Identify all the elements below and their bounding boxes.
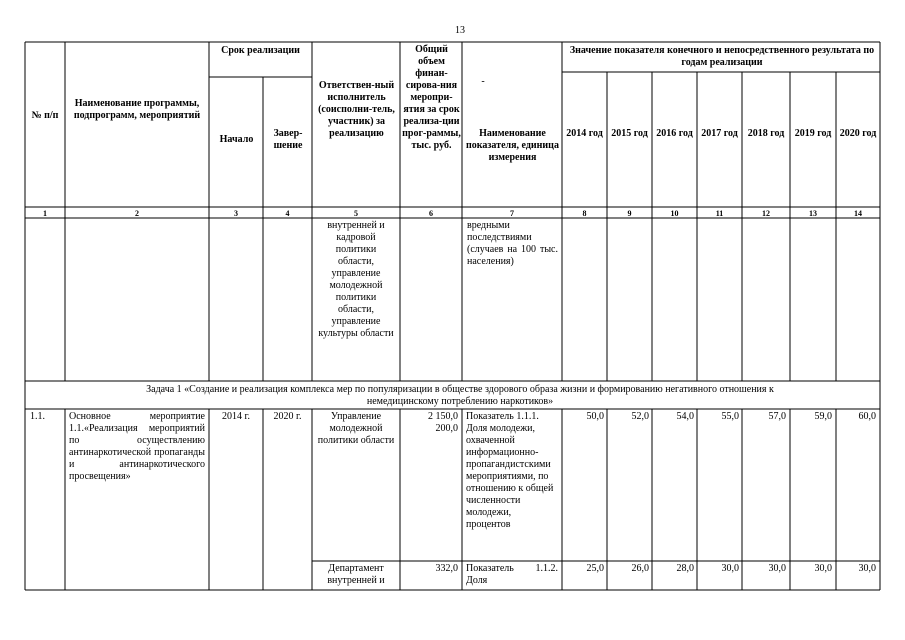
header-start: Начало: [219, 134, 254, 145]
header-values: Значение показателя конечного и непосредственного результата по годам реализации: [569, 45, 875, 68]
row-start: 2014 г.: [222, 411, 250, 422]
row-value-2018: 57,0: [768, 411, 786, 422]
row-volume: 2 150,0: [428, 411, 458, 422]
header-responsible: Ответствен-ный исполнитель (соисполни-тель, участник) за реализацию: [318, 80, 395, 139]
header-end: Завер-шение: [273, 128, 303, 151]
row-b-value-2016: 28,0: [676, 563, 694, 574]
col-number: 12: [762, 209, 770, 218]
row-b-responsible: Департамент внутренней и: [327, 563, 385, 586]
row-b-indicator: Показатель 1.1.2. Доля: [466, 563, 558, 586]
row-value-2015: 52,0: [631, 411, 649, 422]
col-number: 14: [854, 209, 862, 218]
col-number: 10: [670, 209, 679, 218]
col-number: 7: [510, 209, 514, 218]
row-b-value-2019: 30,0: [814, 563, 832, 574]
header-num: № п/п: [31, 110, 59, 121]
header-year-2017: 2017 год: [701, 128, 738, 139]
col-number: 5: [354, 209, 358, 218]
row-value-2014: 50,0: [586, 411, 604, 422]
continuation-responsible: внутренней и кадровой политики области, управление молодежной политики области, управление культуры области: [318, 220, 394, 339]
col-number: 8: [582, 209, 587, 218]
header-year-2018: 2018 год: [747, 128, 785, 139]
row-b-value-2014: 25,0: [586, 563, 604, 574]
col-number: 2: [135, 209, 139, 218]
task-heading: Задача 1 «Создание и реализация комплекса мер по популяризации в обществе здорового образа жизни и формированию негативного отношения к немедицинскому потреблению наркотиков»: [146, 384, 774, 407]
header-term: Срок реализации: [221, 45, 300, 56]
header-indicator: Наименование показателя, единица измерения: [466, 128, 559, 163]
header-year-2016: 2016 год: [656, 128, 693, 139]
row-volume: 200,0: [435, 423, 458, 434]
row-b-value-2020: 30,0: [858, 563, 876, 574]
row-value-2016: 54,0: [676, 411, 694, 422]
row-end: 2020 г.: [273, 411, 302, 422]
row-value-2019: 59,0: [814, 411, 832, 422]
row-responsible: Управление молодежной политики области: [317, 411, 395, 446]
header-year-2015: 2015 год: [611, 128, 648, 139]
col-number: 1: [43, 209, 47, 218]
continuation-indicator: вредными последствиями (случаев на 100 тыс. населения): [467, 220, 558, 267]
row-number: 1.1.: [30, 411, 45, 422]
row-b-value-2017: 30,0: [721, 563, 739, 574]
col-number: 6: [429, 209, 433, 218]
col-number: 13: [809, 209, 817, 218]
col-number: 9: [627, 209, 632, 218]
row-b-value-2018: 30,0: [768, 563, 786, 574]
header-year-2014: 2014 год: [566, 128, 603, 139]
row-value-2020: 60,0: [858, 411, 876, 422]
col-number: 4: [285, 209, 290, 218]
col-number: 11: [715, 209, 724, 218]
row-indicator: Показатель 1.1.1. Доля молодежи, охваченной информационно-пропагандистскими мероприятиями, по отношению к общей численности молодежи, процентов: [466, 411, 554, 530]
row-value-2017: 55,0: [721, 411, 739, 422]
header-year-2020: 2020 год: [839, 128, 877, 139]
page-number: 13: [455, 25, 465, 36]
header-name: Наименование программы, подпрограмм, мероприятий: [73, 98, 201, 121]
header-dash: -: [481, 76, 485, 87]
header-year-2019: 2019 год: [794, 128, 832, 139]
header-volume: Общий объем финан-сирова-ния меропри-ятия за срок реализа-ции прог-раммы, тыс. руб.: [402, 44, 461, 151]
col-number: 3: [234, 209, 238, 218]
row-b-volume: 332,0: [435, 563, 458, 574]
row-activity-name: Основное мероприятие 1.1.«Реализация мероприятий по осуществлению антинаркотической пропаганды и антинаркотического просвещения»: [69, 411, 205, 482]
row-b-value-2015: 26,0: [631, 563, 649, 574]
